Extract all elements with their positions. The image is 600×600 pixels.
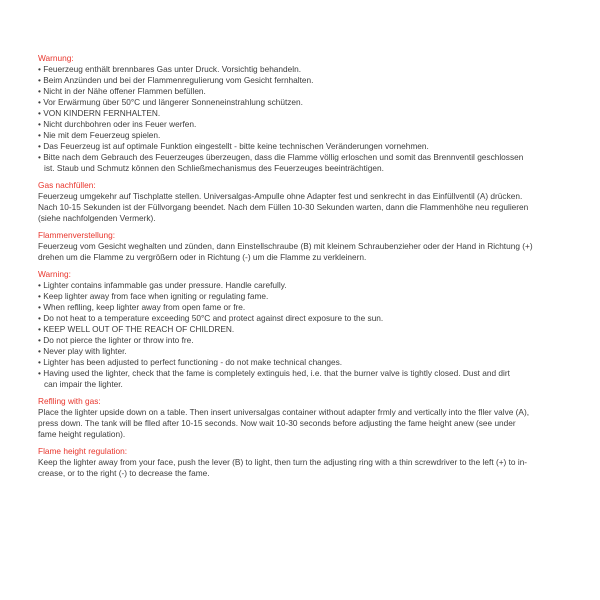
text-line: • Do not heat to a temperature exceeding 50°C and protect against direct exposure to the sun.: [38, 313, 384, 323]
text-line: • Having used the lighter, check that the fame is completely extinguis hed, i.e. that the burner valve is tightly closed. Dust and dirt: [38, 368, 510, 378]
text-line: fame height regulation).: [38, 429, 126, 439]
section-heading: Flame height regulation:: [38, 446, 128, 456]
text-line: • Do not pierce the lighter or throw into fre.: [38, 335, 194, 345]
text-line: • When reflling, keep lighter away from open fame or fre.: [38, 302, 246, 312]
section-heading: Warning:: [38, 269, 71, 279]
section-warning-en: [38, 269, 583, 390]
text-line: • KEEP WELL OUT OF THE REACH OF CHILDREN.: [38, 324, 235, 334]
text-line: Keep the lighter away from your face, push the lever (B) to light, then turn the adjusting ring with a thin screwdriver to the left (+) to in-: [38, 457, 528, 467]
instructions-document: [38, 53, 583, 479]
text-line: drehen um die Flamme zu vergrößern oder in Richtung (-) um die Flamme zu verkleinern.: [38, 252, 367, 262]
text-line: can impair the lighter.: [44, 379, 123, 389]
text-line: • Bitte nach dem Gebrauch des Feuerzeuges überzeugen, dass die Flamme völlig erloschen und somit das Brennventil geschlossen: [38, 152, 524, 162]
text-line: • Nicht in der Nähe offener Flammen befüllen.: [38, 86, 206, 96]
text-line: • Lighter contains infammable gas under pressure. Handle carefully.: [38, 280, 287, 290]
text-line: • Vor Erwärmung über 50°C und längerer Sonneneinstrahlung schützen.: [38, 97, 303, 107]
text-line: • Beim Anzünden und bei der Flammenregulierung vom Gesicht fernhalten.: [38, 75, 314, 85]
section-flame-height-en: [38, 446, 583, 479]
text-line: ist. Staub und Schmutz können den Schließmechanismus des Feuerzeuges beeinträchtigen.: [44, 163, 384, 173]
text-line: • Nicht durchbohren oder ins Feuer werfen.: [38, 119, 197, 129]
text-line: • Never play with lighter.: [38, 346, 127, 356]
text-line: press down. The tank will be flled after 10-15 seconds. Now wait 10-30 seconds before adjusting the fame height anew (see under: [38, 418, 516, 428]
section-gas-nachfuellen-de: [38, 180, 583, 224]
section-refilling-en: [38, 396, 583, 440]
section-warnung-de: [38, 53, 583, 174]
section-heading: Flammenverstellung:: [38, 230, 116, 240]
text-line: Feuerzeug umgekehr auf Tischplatte stellen. Universalgas-Ampulle ohne Adapter fest und senkrecht in das Einfüllventil (A) drücken.: [38, 191, 523, 201]
section-flammenverstellung-de: [38, 230, 583, 263]
text-line: Place the lighter upside down on a table. Then insert universalgas container without adapter frmly and vertically into the fller valve (A),: [38, 407, 530, 417]
text-line: • Nie mit dem Feuerzeug spielen.: [38, 130, 161, 140]
text-line: • Lighter has been adjusted to perfect functioning - do not make technical changes.: [38, 357, 343, 367]
text-line: Feuerzeug vom Gesicht weghalten und zünden, dann Einstellschraube (B) mit kleinem Schraubenzieher oder der Hand in Richtung (+): [38, 241, 533, 251]
text-line: crease, or to the right (-) to decrease the fame.: [38, 468, 210, 478]
text-line: (siehe nachfolgenden Vermerk).: [38, 213, 156, 223]
text-line: Nach 10-15 Sekunden ist der Füllvorgang beendet. Nach dem Füllen 10-30 Sekunden warten, dann die Flammenhöhe neu regulieren: [38, 202, 529, 212]
section-heading: Warnung:: [38, 53, 74, 63]
text-line: • Keep lighter away from face when igniting or regulating fame.: [38, 291, 269, 301]
text-line: • VON KINDERN FERNHALTEN.: [38, 108, 161, 118]
text-line: • Feuerzeug enthält brennbares Gas unter Druck. Vorsichtig behandeln.: [38, 64, 302, 74]
section-heading: Reflling with gas:: [38, 396, 101, 406]
section-heading: Gas nachfüllen:: [38, 180, 96, 190]
text-line: • Das Feuerzeug ist auf optimale Funktion eingestellt - bitte keine technischen Veränderungen vornehmen.: [38, 141, 429, 151]
